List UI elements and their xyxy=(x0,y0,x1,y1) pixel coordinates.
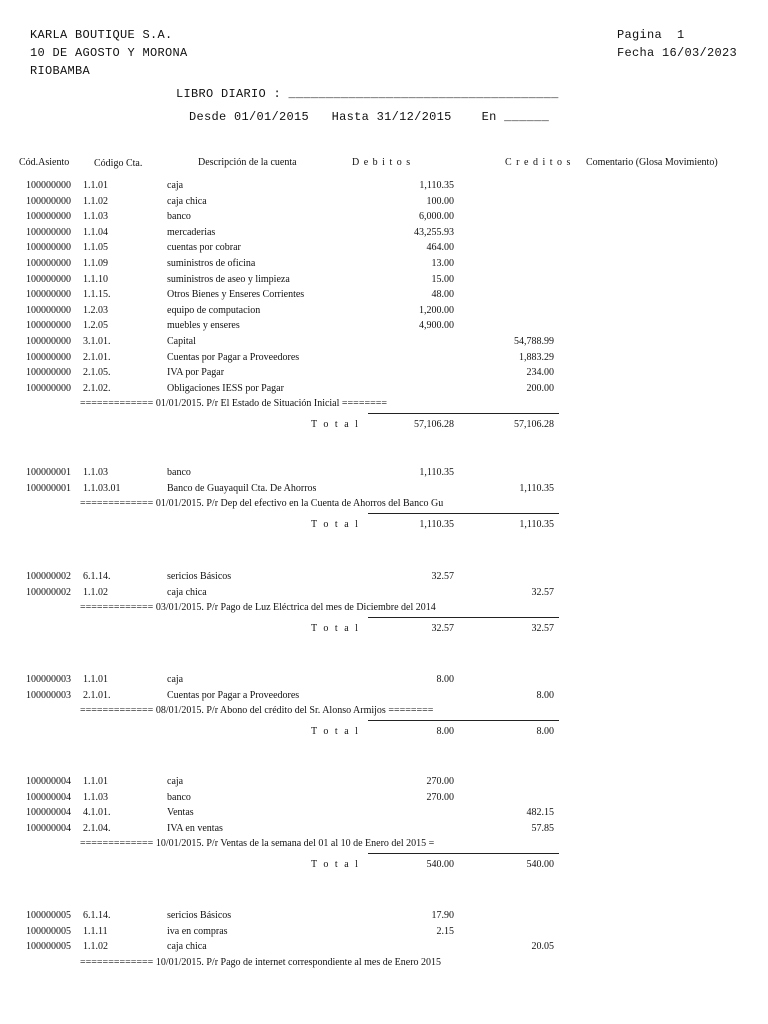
cell-debito: 17.90 xyxy=(431,910,454,921)
total-credito: 32.57 xyxy=(531,623,554,635)
cell-cuenta: 1.1.11 xyxy=(83,925,108,937)
cell-credito: 200.00 xyxy=(526,382,554,394)
cell-descripcion: banco xyxy=(167,467,191,478)
page-value: 1 xyxy=(677,28,685,42)
cell-debito: 2.15 xyxy=(436,925,454,937)
cell-asiento: 100000000 xyxy=(26,320,71,332)
cell-debito: 13.00 xyxy=(431,258,454,269)
cell-cuenta: 1.1.03 xyxy=(83,791,108,803)
cell-asiento: 100000005 xyxy=(26,910,71,921)
cell-cuenta: 1.1.01 xyxy=(83,776,108,787)
cell-debito: 270.00 xyxy=(426,791,454,803)
cell-descripcion: caja xyxy=(167,180,184,191)
cell-descripcion: Cuentas por Pagar a Proveedores xyxy=(167,689,300,701)
cell-descripcion: caja xyxy=(167,776,184,787)
cell-descripcion: Ventas xyxy=(167,807,194,819)
cell-descripcion: mercaderias xyxy=(167,226,216,238)
cell-credito: 8.00 xyxy=(536,689,554,701)
cell-descripcion: suministros de aseo y limpieza xyxy=(167,273,290,285)
cell-cuenta: 6.1.14. xyxy=(83,910,111,921)
cell-descripcion: suministros de oficina xyxy=(167,258,256,269)
cell-debito: 1,200.00 xyxy=(419,304,454,316)
page-number xyxy=(617,28,685,42)
cell-asiento: 100000003 xyxy=(26,689,71,701)
cell-descripcion: Banco de Guayaquil Cta. De Ahorros xyxy=(167,482,317,494)
total-debito: 32.57 xyxy=(431,623,454,635)
total-credito: 57,106.28 xyxy=(514,419,554,431)
cell-cuenta: 1.1.02 xyxy=(83,195,108,207)
total-rule xyxy=(368,617,559,618)
cell-descripcion: IVA en ventas xyxy=(167,822,223,834)
cell-cuenta: 2.1.01. xyxy=(83,351,111,363)
date-label: Fecha xyxy=(617,46,655,60)
cell-cuenta: 1.1.05 xyxy=(83,242,108,254)
cell-cuenta: 1.1.02 xyxy=(83,941,108,953)
cell-asiento: 100000002 xyxy=(26,586,71,598)
cell-cuenta: 1.1.01 xyxy=(83,180,108,191)
cell-cuenta: 2.1.04. xyxy=(83,822,111,834)
hasta-label: Hasta xyxy=(331,110,370,124)
cell-credito: 1,110.35 xyxy=(519,482,554,494)
cell-asiento: 100000003 xyxy=(26,674,71,685)
cell-asiento: 100000005 xyxy=(26,941,71,953)
cell-asiento: 100000004 xyxy=(26,791,71,803)
cell-descripcion: IVA por Pagar xyxy=(167,367,225,379)
cell-descripcion: caja chica xyxy=(167,586,207,598)
cell-cuenta: 1.1.01 xyxy=(83,674,108,685)
cell-asiento: 100000000 xyxy=(26,304,71,316)
total-debito: 8.00 xyxy=(436,726,454,738)
cell-debito: 464.00 xyxy=(426,242,454,254)
cell-asiento: 100000000 xyxy=(26,258,71,269)
cell-descripcion: banco xyxy=(167,791,191,803)
cell-debito: 48.00 xyxy=(431,289,454,301)
cell-cuenta: 1.2.05 xyxy=(83,320,108,332)
cell-asiento: 100000000 xyxy=(26,336,71,347)
col-header-creditos: C r e d i t o s xyxy=(505,157,572,168)
cell-cuenta: 1.1.09 xyxy=(83,258,108,269)
desde-value: 01/01/2015 xyxy=(234,110,310,124)
company-address: 10 DE AGOSTO Y MORONA xyxy=(30,46,188,60)
cell-cuenta: 1.1.10 xyxy=(83,273,108,285)
total-rule xyxy=(368,853,559,854)
cell-cuenta: 3.1.01. xyxy=(83,336,111,347)
cell-asiento: 100000004 xyxy=(26,822,71,834)
cell-debito: 1,110.35 xyxy=(419,180,454,191)
cell-debito: 1,110.35 xyxy=(419,467,454,478)
cell-descripcion: sericios Básicos xyxy=(167,571,232,582)
cell-cuenta: 6.1.14. xyxy=(83,571,111,582)
cell-descripcion: sericios Básicos xyxy=(167,910,232,921)
total-rule xyxy=(368,413,559,414)
cell-asiento: 100000004 xyxy=(26,807,71,819)
cell-credito: 20.05 xyxy=(531,941,554,953)
cell-asiento: 100000000 xyxy=(26,351,71,363)
hasta-value: 31/12/2015 xyxy=(376,110,452,124)
cell-credito: 482.15 xyxy=(526,807,554,819)
cell-credito: 234.00 xyxy=(526,367,554,379)
cell-asiento: 100000000 xyxy=(26,367,71,379)
cell-cuenta: 1.1.04 xyxy=(83,226,108,238)
cell-asiento: 100000005 xyxy=(26,925,71,937)
cell-asiento: 100000000 xyxy=(26,273,71,285)
total-debito: 57,106.28 xyxy=(414,419,454,431)
cell-descripcion: cuentas por cobrar xyxy=(167,242,241,254)
cell-asiento: 100000004 xyxy=(26,776,71,787)
date-value: 16/03/2023 xyxy=(662,46,738,60)
entry-glosa: ============= 01/01/2015. P/r El Estado de Situación Inicial ======== xyxy=(80,398,388,410)
cell-descripcion: Obligaciones IESS por Pagar xyxy=(167,382,284,394)
total-credito: 540.00 xyxy=(526,859,554,871)
date-range xyxy=(189,110,549,124)
cell-descripcion: caja xyxy=(167,674,184,685)
cell-descripcion: caja chica xyxy=(167,195,207,207)
cell-debito: 15.00 xyxy=(431,273,454,285)
cell-debito: 270.00 xyxy=(426,776,454,787)
total-label: T o t a l xyxy=(311,519,360,531)
cell-debito: 43,255.93 xyxy=(414,226,454,238)
cell-credito: 54,788.99 xyxy=(514,336,554,347)
cell-debito: 8.00 xyxy=(436,674,454,685)
total-debito: 540.00 xyxy=(426,859,454,871)
cell-credito: 1,883.29 xyxy=(519,351,554,363)
cell-asiento: 100000000 xyxy=(26,211,71,223)
cell-cuenta: 1.1.03 xyxy=(83,211,108,223)
total-label: T o t a l xyxy=(311,419,360,431)
cell-descripcion: equipo de computacion xyxy=(167,304,261,316)
cell-descripcion: Cuentas por Pagar a Proveedores xyxy=(167,351,300,363)
report-title: LIBRO DIARIO : xyxy=(176,87,282,101)
cell-asiento: 100000000 xyxy=(26,382,71,394)
cell-cuenta: 2.1.02. xyxy=(83,382,111,394)
entry-glosa: ============= 08/01/2015. P/r Abono del crédito del Sr. Alonso Armijos ======== xyxy=(80,705,434,717)
desde-label: Desde xyxy=(189,110,227,124)
en-blank: ______ xyxy=(504,110,550,124)
cell-debito: 32.57 xyxy=(431,571,454,582)
cell-cuenta: 1.1.02 xyxy=(83,586,108,598)
cell-asiento: 100000001 xyxy=(26,467,71,478)
company-city: RIOBAMBA xyxy=(30,64,91,78)
total-rule xyxy=(368,513,559,514)
cell-credito: 57.85 xyxy=(531,822,554,834)
total-label: T o t a l xyxy=(311,859,360,871)
total-debito: 1,110.35 xyxy=(419,519,454,531)
total-rule xyxy=(368,720,559,721)
cell-cuenta: 2.1.01. xyxy=(83,689,111,701)
cell-cuenta: 2.1.05. xyxy=(83,367,111,379)
cell-asiento: 100000000 xyxy=(26,226,71,238)
cell-asiento: 100000000 xyxy=(26,242,71,254)
cell-cuenta: 4.1.01. xyxy=(83,807,111,819)
total-label: T o t a l xyxy=(311,623,360,635)
cell-cuenta: 1.2.03 xyxy=(83,304,108,316)
company-name: KARLA BOUTIQUE S.A. xyxy=(30,28,173,42)
cell-debito: 6,000.00 xyxy=(419,211,454,223)
col-header-codigo-cta: Código Cta. xyxy=(94,158,143,169)
cell-asiento: 100000000 xyxy=(26,195,71,207)
page-label: Pagina xyxy=(617,28,663,42)
report-title-line xyxy=(176,87,559,101)
cell-asiento: 100000001 xyxy=(26,482,71,494)
cell-asiento: 100000000 xyxy=(26,180,71,191)
cell-debito: 100.00 xyxy=(426,195,454,207)
cell-descripcion: caja chica xyxy=(167,941,207,953)
cell-credito: 32.57 xyxy=(531,586,554,598)
report-title-underline: ____________________________________ xyxy=(288,87,559,101)
cell-cuenta: 1.1.03 xyxy=(83,467,108,478)
cell-descripcion: muebles y enseres xyxy=(167,320,240,332)
cell-cuenta: 1.1.15. xyxy=(83,289,111,301)
total-label: T o t a l xyxy=(311,726,360,738)
entry-glosa: ============= 10/01/2015. P/r Pago de internet correspondiente al mes de Enero 2015 xyxy=(80,956,442,968)
print-date xyxy=(617,46,737,60)
col-header-comentario: Comentario (Glosa Movimiento) xyxy=(586,157,718,168)
col-header-descripcion: Descripción de la cuenta xyxy=(198,157,297,168)
entry-glosa: ============= 01/01/2015. P/r Dep del efectivo en la Cuenta de Ahorros del Banco Gu xyxy=(80,498,444,510)
cell-asiento: 100000002 xyxy=(26,571,71,582)
cell-cuenta: 1.1.03.01 xyxy=(83,482,121,494)
col-header-cod-asiento: Cód.Asiento xyxy=(19,157,70,168)
en-label: En xyxy=(481,110,497,124)
total-credito: 8.00 xyxy=(536,726,554,738)
cell-debito: 4,900.00 xyxy=(419,320,454,332)
col-header-debitos: D e b i t o s xyxy=(352,157,412,168)
entry-glosa: ============= 10/01/2015. P/r Ventas de la semana del 01 al 10 de Enero del 2015 = xyxy=(80,838,435,850)
cell-descripcion: Capital xyxy=(167,336,196,347)
cell-descripcion: banco xyxy=(167,211,191,223)
total-credito: 1,110.35 xyxy=(519,519,554,531)
cell-descripcion: iva en compras xyxy=(167,925,228,937)
cell-descripcion: Otros Bienes y Enseres Corrientes xyxy=(167,289,305,301)
cell-asiento: 100000000 xyxy=(26,289,71,301)
entry-glosa: ============= 03/01/2015. P/r Pago de Luz Eléctrica del mes de Diciembre del 2014 xyxy=(80,602,436,614)
